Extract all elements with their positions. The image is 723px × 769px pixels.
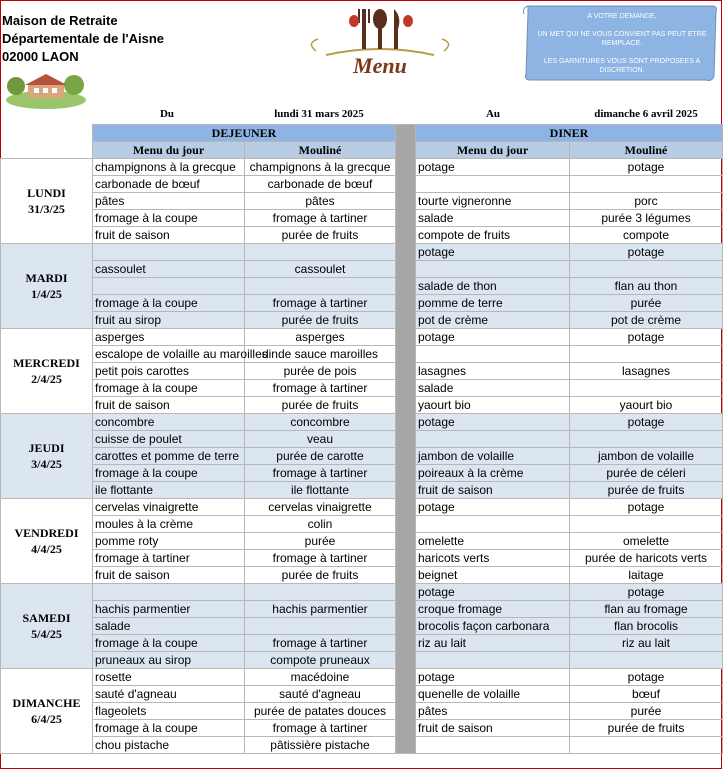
dinner-mouline-cell	[570, 652, 723, 669]
menu-row	[1, 261, 723, 278]
lunch-menu-cell: asperges	[93, 329, 245, 346]
dinner-mouline-cell	[570, 431, 723, 448]
lunch-menu-cell	[93, 584, 245, 601]
dinner-menu-cell: potage	[416, 499, 570, 516]
dinner-mouline-cell: potage	[570, 414, 723, 431]
lunch-menu-cell: moules à la crème	[93, 516, 245, 533]
dinner-mouline-cell: flan au thon	[570, 278, 723, 295]
day-date: 4/4/25	[31, 542, 62, 556]
dinner-mouline-cell: pot de crème	[570, 312, 723, 329]
menu-row	[1, 176, 723, 193]
dinner-menu-cell: croque fromage	[416, 601, 570, 618]
note-line: UN MET QUI NE VOUS CONVIENT PAS PEUT ETRE REMPLACE.	[537, 31, 707, 47]
menu-row	[1, 584, 723, 601]
day-name: MARDI	[25, 271, 68, 285]
dinner-mouline-cell: purée	[570, 295, 723, 312]
note-line: LES GARNITURES VOUS SONT PROPOSEES A DISCRETION.	[543, 58, 701, 74]
menu-row	[1, 295, 723, 312]
dinner-menu-cell: potage	[416, 669, 570, 686]
lunch-menu-cell: fruit de saison	[93, 227, 245, 244]
dinner-mouline-header: Mouliné	[570, 142, 723, 159]
lunch-menu-cell: fromage à la coupe	[93, 465, 245, 482]
lunch-mouline-cell: concombre	[245, 414, 396, 431]
lunch-mouline-cell: fromage à tartiner	[245, 465, 396, 482]
day-name: LUNDI	[27, 186, 66, 200]
dinner-mouline-cell: purée de céleri	[570, 465, 723, 482]
lunch-menu-cell: carottes et pomme de terre	[93, 448, 245, 465]
menu-row	[1, 227, 723, 244]
dinner-mouline-cell: potage	[570, 159, 723, 176]
lunch-mouline-cell	[245, 244, 396, 261]
lunch-mouline-cell: fromage à tartiner	[245, 210, 396, 227]
day-cell	[1, 159, 93, 244]
menu-row	[1, 567, 723, 584]
lunch-menu-cell: fromage à tartiner	[93, 550, 245, 567]
lunch-menu-cell	[93, 244, 245, 261]
menu-row	[1, 329, 723, 346]
lunch-mouline-cell: compote pruneaux	[245, 652, 396, 669]
dinner-mouline-cell: jambon de volaille	[570, 448, 723, 465]
au-label: Au	[485, 108, 501, 120]
lunch-mouline-cell: pâtissière pistache	[245, 737, 396, 754]
org-address: 02000 LAON	[2, 49, 79, 64]
logo-text: Menu	[353, 53, 407, 78]
lunch-menu-cell: champignons à la grecque	[93, 159, 245, 176]
dinner-mouline-cell: porc	[570, 193, 723, 210]
dinner-menu-cell: brocolis façon carbonara	[416, 618, 570, 635]
lunch-menu-cell: carbonade de bœuf	[93, 176, 245, 193]
dinner-menu-cell: pâtes	[416, 703, 570, 720]
dinner-mouline-cell: purée	[570, 703, 723, 720]
note-line	[532, 21, 712, 30]
lunch-menu-cell: escalope de volaille au maroilles	[93, 346, 245, 363]
dinner-mouline-cell: bœuf	[570, 686, 723, 703]
lunch-menu-cell: hachis parmentier	[93, 601, 245, 618]
end-date: dimanche 6 avril 2025	[594, 108, 698, 120]
menu-row	[1, 431, 723, 448]
dinner-mouline-cell: purée de fruits	[570, 482, 723, 499]
dinner-menu-cell: riz au lait	[416, 635, 570, 652]
dinner-menu-cell: potage	[416, 414, 570, 431]
lunch-mouline-cell: champignons à la grecque	[245, 159, 396, 176]
lunch-mouline-cell: veau	[245, 431, 396, 448]
dinner-menu-cell	[416, 346, 570, 363]
menu-row	[1, 482, 723, 499]
lunch-mouline-cell: asperges	[245, 329, 396, 346]
dinner-menu-cell: potage	[416, 584, 570, 601]
dinner-mouline-cell: flan au fromage	[570, 601, 723, 618]
retirement-home-picture	[6, 70, 86, 108]
menu-row	[1, 448, 723, 465]
day-name: VENDREDI	[14, 526, 79, 540]
day-date: 3/4/25	[31, 457, 62, 471]
dinner-mouline-cell	[570, 346, 723, 363]
dinner-menu-cell: compote de fruits	[416, 227, 570, 244]
menu-row	[1, 601, 723, 618]
lunch-menu-cell: fromage à la coupe	[93, 635, 245, 652]
day-cell	[1, 329, 93, 414]
dinner-menu-cell: potage	[416, 159, 570, 176]
dinner-mouline-cell: purée 3 légumes	[570, 210, 723, 227]
lunch-menu-cell: fruit de saison	[93, 567, 245, 584]
dinner-mouline-cell: potage	[570, 669, 723, 686]
dinner-menu-cell: haricots verts	[416, 550, 570, 567]
org-name-line2: Départementale de l'Aisne	[2, 31, 165, 46]
menu-row	[1, 380, 723, 397]
dinner-mouline-cell: potage	[570, 584, 723, 601]
menu-row	[1, 550, 723, 567]
menu-row	[1, 737, 723, 754]
lunch-menu-cell: fruit de saison	[93, 397, 245, 414]
dinner-mouline-cell	[570, 261, 723, 278]
menu-row	[1, 363, 723, 380]
lunch-mouline-cell: dinde sauce maroilles	[245, 346, 396, 363]
lunch-mouline-cell	[245, 618, 396, 635]
dinner-mouline-cell	[570, 737, 723, 754]
day-name: MERCREDI	[13, 356, 80, 370]
dinner-menu-cell	[416, 431, 570, 448]
dinner-menu-cell: potage	[416, 329, 570, 346]
lunch-mouline-cell: purée de fruits	[245, 397, 396, 414]
day-cell	[1, 499, 93, 584]
day-date: 1/4/25	[31, 287, 62, 301]
lunch-menu-cell: rosette	[93, 669, 245, 686]
lunch-mouline-cell: cervelas vinaigrette	[245, 499, 396, 516]
menu-row	[1, 346, 723, 363]
menu-row	[1, 312, 723, 329]
dinner-menu-cell	[416, 652, 570, 669]
dinner-mouline-cell: laitage	[570, 567, 723, 584]
menu-row	[1, 652, 723, 669]
lunch-menu-cell: fruit au sirop	[93, 312, 245, 329]
day-date: 31/3/25	[28, 202, 65, 216]
start-date: lundi 31 mars 2025	[274, 108, 364, 120]
menu-row	[1, 397, 723, 414]
dinner-mouline-cell	[570, 516, 723, 533]
lunch-mouline-cell: fromage à tartiner	[245, 720, 396, 737]
menu-row	[1, 159, 723, 176]
lunch-mouline-cell: purée de fruits	[245, 312, 396, 329]
org-name-line1: Maison de Retraite	[2, 13, 118, 28]
day-cell	[1, 669, 93, 754]
corner-cell	[1, 142, 93, 159]
column-separator	[396, 125, 416, 754]
dinner-menu-cell: jambon de volaille	[416, 448, 570, 465]
weekly-menu-table	[0, 124, 723, 754]
day-date: 2/4/25	[31, 372, 62, 386]
day-cell	[1, 584, 93, 669]
dinner-mouline-cell: compote	[570, 227, 723, 244]
lunch-mouline-cell: pâtes	[245, 193, 396, 210]
note-text	[532, 12, 712, 75]
day-date: 5/4/25	[31, 627, 62, 641]
dinner-menu-cell	[416, 176, 570, 193]
day-cell	[1, 414, 93, 499]
menu-row	[1, 669, 723, 686]
dinner-menu-cell: lasagnes	[416, 363, 570, 380]
dinner-menu-cell: tourte vigneronne	[416, 193, 570, 210]
dinner-menu-cell: salade de thon	[416, 278, 570, 295]
dinner-menu-cell: poireaux à la crème	[416, 465, 570, 482]
lunch-menu-cell: pruneaux au sirop	[93, 652, 245, 669]
lunch-header: DEJEUNER	[93, 125, 396, 142]
dinner-header: DINER	[416, 125, 723, 142]
lunch-menu-cell: cuisse de poulet	[93, 431, 245, 448]
menu-row	[1, 499, 723, 516]
lunch-menu-cell: concombre	[93, 414, 245, 431]
menu-row	[1, 516, 723, 533]
lunch-mouline-cell: colin	[245, 516, 396, 533]
lunch-menu-cell: fromage à la coupe	[93, 380, 245, 397]
dinner-menu-cell: salade	[416, 210, 570, 227]
dinner-mouline-cell: flan brocolis	[570, 618, 723, 635]
note-line	[532, 48, 712, 57]
lunch-mouline-cell: purée de fruits	[245, 567, 396, 584]
lunch-mouline-cell: carbonade de bœuf	[245, 176, 396, 193]
dinner-mouline-cell: potage	[570, 244, 723, 261]
lunch-mouline-cell: fromage à tartiner	[245, 550, 396, 567]
lunch-menu-cell	[93, 278, 245, 295]
dinner-menu-cell: fruit de saison	[416, 720, 570, 737]
lunch-mouline-cell: purée de fruits	[245, 227, 396, 244]
menu-row	[1, 278, 723, 295]
lunch-mouline-cell: fromage à tartiner	[245, 635, 396, 652]
lunch-mouline-cell	[245, 584, 396, 601]
dinner-mouline-cell: potage	[570, 499, 723, 516]
menu-row	[1, 465, 723, 482]
menu-logo	[296, 3, 464, 79]
dinner-menu-cell: fruit de saison	[416, 482, 570, 499]
lunch-menu-cell: pâtes	[93, 193, 245, 210]
lunch-mouline-cell: hachis parmentier	[245, 601, 396, 618]
lunch-menu-cell: cervelas vinaigrette	[93, 499, 245, 516]
lunch-menu-du-jour-header: Menu du jour	[93, 142, 245, 159]
lunch-menu-cell: fromage à la coupe	[93, 210, 245, 227]
day-name: DIMANCHE	[12, 696, 81, 710]
dinner-menu-cell: omelette	[416, 533, 570, 550]
lunch-mouline-cell: purée	[245, 533, 396, 550]
menu-row	[1, 618, 723, 635]
menu-row	[1, 193, 723, 210]
lunch-mouline-header: Mouliné	[245, 142, 396, 159]
dinner-menu-cell: beignet	[416, 567, 570, 584]
lunch-menu-cell: sauté d'agneau	[93, 686, 245, 703]
dinner-menu-du-jour-header: Menu du jour	[416, 142, 570, 159]
menu-row	[1, 703, 723, 720]
corner-cell	[1, 125, 93, 142]
lunch-mouline-cell: ile flottante	[245, 482, 396, 499]
note-line: A VOTRE DEMANDE,	[587, 13, 657, 20]
menu-row	[1, 414, 723, 431]
dinner-mouline-cell: purée de fruits	[570, 720, 723, 737]
dinner-menu-cell	[416, 516, 570, 533]
dinner-menu-cell	[416, 737, 570, 754]
lunch-mouline-cell: purée de pois	[245, 363, 396, 380]
lunch-menu-cell: chou pistache	[93, 737, 245, 754]
dinner-menu-cell: yaourt bio	[416, 397, 570, 414]
dinner-mouline-cell: lasagnes	[570, 363, 723, 380]
lunch-mouline-cell: fromage à tartiner	[245, 380, 396, 397]
dinner-menu-cell: potage	[416, 244, 570, 261]
lunch-menu-cell: pomme roty	[93, 533, 245, 550]
lunch-mouline-cell: purée de patates douces	[245, 703, 396, 720]
menu-row	[1, 210, 723, 227]
lunch-menu-cell: ile flottante	[93, 482, 245, 499]
day-name: JEUDI	[28, 441, 65, 455]
lunch-menu-cell: flageolets	[93, 703, 245, 720]
lunch-mouline-cell: sauté d'agneau	[245, 686, 396, 703]
lunch-mouline-cell: purée de carotte	[245, 448, 396, 465]
menu-row	[1, 244, 723, 261]
dinner-menu-cell: salade	[416, 380, 570, 397]
day-name: SAMEDI	[22, 611, 71, 625]
lunch-menu-cell: salade	[93, 618, 245, 635]
dinner-mouline-cell: riz au lait	[570, 635, 723, 652]
lunch-mouline-cell: macédoine	[245, 669, 396, 686]
lunch-menu-cell: petit pois carottes	[93, 363, 245, 380]
lunch-mouline-cell: cassoulet	[245, 261, 396, 278]
dinner-mouline-cell	[570, 176, 723, 193]
dinner-menu-cell: pot de crème	[416, 312, 570, 329]
dinner-menu-cell: quenelle de volaille	[416, 686, 570, 703]
lunch-mouline-cell	[245, 278, 396, 295]
day-date: 6/4/25	[31, 712, 62, 726]
lunch-mouline-cell: fromage à tartiner	[245, 295, 396, 312]
menu-row	[1, 720, 723, 737]
menu-row	[1, 686, 723, 703]
lunch-menu-cell: cassoulet	[93, 261, 245, 278]
menu-row	[1, 635, 723, 652]
du-label: Du	[159, 108, 175, 120]
dinner-mouline-cell: purée de haricots verts	[570, 550, 723, 567]
menu-row	[1, 533, 723, 550]
dinner-mouline-cell: potage	[570, 329, 723, 346]
lunch-menu-cell: fromage à la coupe	[93, 295, 245, 312]
dinner-mouline-cell: omelette	[570, 533, 723, 550]
dinner-menu-cell: pomme de terre	[416, 295, 570, 312]
dinner-mouline-cell	[570, 380, 723, 397]
dinner-mouline-cell: yaourt bio	[570, 397, 723, 414]
day-cell	[1, 244, 93, 329]
lunch-menu-cell: fromage à la coupe	[93, 720, 245, 737]
dinner-menu-cell	[416, 261, 570, 278]
